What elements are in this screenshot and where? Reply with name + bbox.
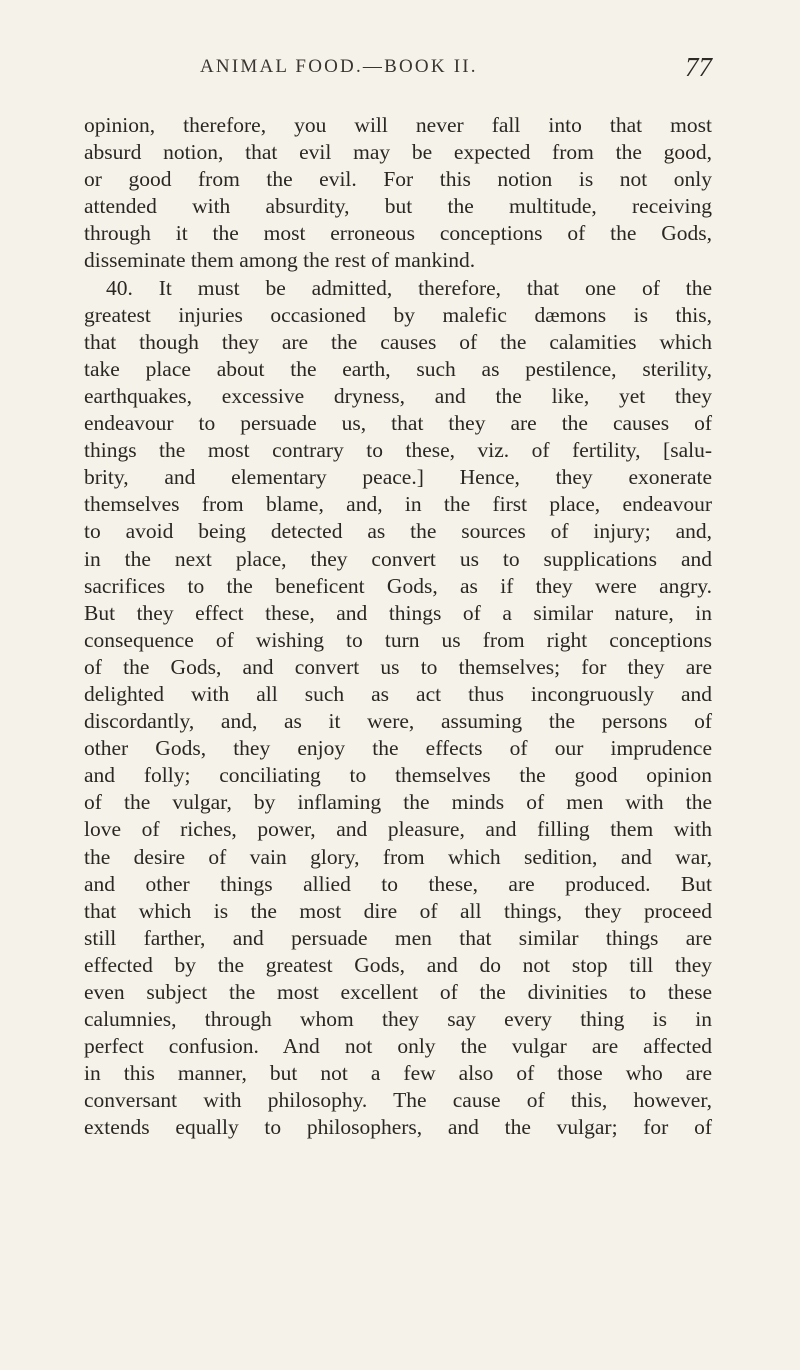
- text-line: conversant with philosophy. The cause of this, however,: [84, 1088, 712, 1113]
- text-line: love of riches, power, and pleasure, and filling them with: [84, 817, 712, 842]
- text-line: absurd notion, that evil may be expected from the good,: [84, 140, 712, 165]
- text-line: and other things allied to these, are produced. But: [84, 871, 712, 896]
- text-line: of the vulgar, by inflaming the minds of men with the: [84, 790, 712, 815]
- text-line: perfect confusion. And not only the vulgar are affected: [84, 1034, 712, 1059]
- text-line: through it the most erroneous conceptions of the Gods,: [84, 221, 712, 246]
- text-line: brity, and elementary peace.] Hence, they exonerate: [84, 465, 712, 490]
- text-line: endeavour to persuade us, that they are the causes of: [84, 411, 712, 436]
- text-line: other Gods, they enjoy the effects of our imprudence: [84, 736, 712, 761]
- text-line: still farther, and persuade men that similar things are: [84, 925, 712, 950]
- text-line: and folly; conciliating to themselves the good opinion: [84, 763, 712, 788]
- text-line: take place about the earth, such as pestilence, sterility,: [84, 356, 712, 381]
- text-line: sacrifices to the beneficent Gods, as if they were angry.: [84, 573, 712, 598]
- text-line: But they effect these, and things of a similar nature, in: [84, 600, 712, 625]
- text-line: opinion, therefore, you will never fall into that most: [84, 113, 712, 137]
- text-line: attended with absurdity, but the multitude, receiving: [84, 194, 712, 219]
- text-line: extends equally to philosophers, and the vulgar; for of: [84, 1115, 712, 1140]
- text-line: discordantly, and, as it were, assuming the persons of: [84, 709, 712, 734]
- text-line: earthquakes, excessive dryness, and the like, yet they: [84, 383, 712, 408]
- text-line: things the most contrary to these, viz. of fertility, [salu-: [84, 438, 712, 463]
- text-line: that though they are the causes of the calamities which: [84, 329, 712, 354]
- text-line: in this manner, but not a few also of those who are: [84, 1061, 712, 1086]
- text-line: effected by the greatest Gods, and do not stop till they: [84, 952, 712, 977]
- running-header: [0, 52, 800, 92]
- text-line: that which is the most dire of all things, they proceed: [84, 898, 712, 923]
- text-line: of the Gods, and convert us to themselves; for they are: [84, 654, 712, 679]
- text-line: disseminate them among the rest of mankind.: [84, 248, 476, 273]
- text-line: calumnies, through whom they say every thing is in: [84, 1007, 712, 1032]
- running-title: ANIMAL FOOD.—BOOK II.: [200, 56, 478, 77]
- text-line: the desire of vain glory, from which sedition, and war,: [84, 844, 712, 869]
- paragraph-start-line: 40. It must be admitted, therefore, that one of the: [106, 275, 712, 300]
- text-line: greatest injuries occasioned by malefic dæmons is this,: [84, 302, 712, 327]
- text-line: or good from the evil. For this notion is not only: [84, 167, 712, 192]
- text-line: in the next place, they convert us to supplications and: [84, 546, 712, 571]
- page-number: 77: [685, 52, 712, 82]
- body-text: [84, 112, 712, 1142]
- text-line: consequence of wishing to turn us from right conceptions: [84, 627, 712, 652]
- text-line: themselves from blame, and, in the first place, endeavour: [84, 492, 712, 517]
- text-line: even subject the most excellent of the divinities to these: [84, 980, 712, 1004]
- text-line: delighted with all such as act thus incongruously and: [84, 681, 712, 706]
- text-line: to avoid being detected as the sources of injury; and,: [84, 519, 712, 544]
